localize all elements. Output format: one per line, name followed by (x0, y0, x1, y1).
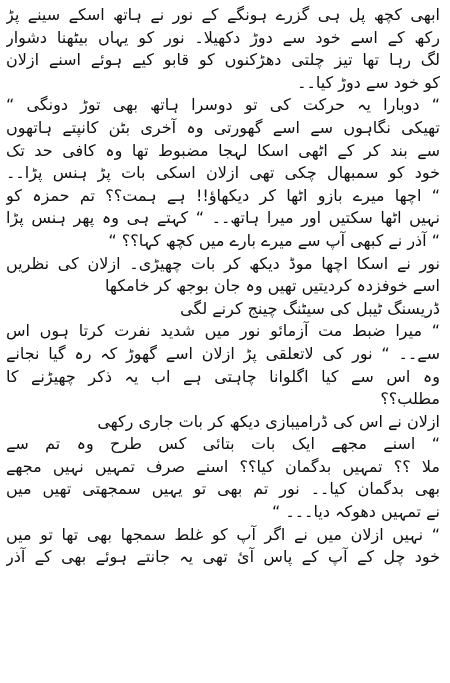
text-line: خود چل کے آپ کے پاس آئ تھی یہ جانتے ہوئے بھی کے آذر (6, 547, 440, 567)
text-line: “ نہیں ازلان میں نے اگر آپ کو غلط سمجھا بھی تھا تو میں (6, 524, 440, 544)
text-line: اسے خوفزدہ کردیتیں تھیں وہ جان بوجھ کر خامکھا (105, 276, 440, 296)
text-line: وہ اس سے کیا اگلوانا چاہتی ہے اب یہ ذکر چھیڑنے کا (6, 366, 440, 386)
text-line: مطلب؟؟ (380, 389, 440, 409)
text-line: “ اسنے مجھے ایک بات بتائی کس طرح وہ تم سے (6, 434, 440, 454)
text-line: رکھ کے اسے خود سے دوڑ دکھیلا۔ نور کو یہاں بیٹھنا دشوار (6, 27, 440, 47)
text-line: نے تمہیں دھوکہ دیا۔۔۔ “ (272, 502, 440, 522)
text-line: “ میرا ضبط مت آزمائو نور میں شدید نفرت کرتا ہوں اس (6, 321, 440, 341)
text-line: نہیں اٹھا سکتیں اور میرا ہاتھ۔۔ “ کہتے ہی وہ پھر ہنس پڑا (6, 208, 440, 228)
text-line: “ آذر نے کبھی آپ سے میرے بارے میں کچھ کہا؟؟ “ (108, 230, 440, 250)
text-line: کو خود سے دوڑ کیا۔۔ (297, 72, 440, 92)
text-line: خود کو سمبھال چکی تھی ازلان اسکی بات پڑ ہنس پڑا۔۔ (6, 163, 440, 183)
text-line: “ دوبارا یہ حرکت کی تو دوسرا ہاتھ بھی توڑ دونگی “ (6, 95, 440, 115)
text-line: لگ رہا تھا تیز چلتی دھڑکنوں کو قابو کیے ہوئے اسنے ازلان (6, 50, 440, 70)
text-line: ملا ؟؟ تمہیں بدگمان کیا؟؟ اسنے صرف تمہیں نہیں مجھے (6, 456, 440, 476)
text-line: بھی بدگمان کیا۔۔ نور تم بھی تو یہیں سمجھتی تھیں میں (6, 479, 440, 499)
text-line: سے بند کر کے اٹھی اسکا لہجا مضبوط تھا وہ کافی حد تک (6, 140, 440, 160)
text-line: “ اچھا میرے بازو اٹھا کر دیکھاؤ!! ہے ہمت؟؟ تم حمزہ کو (6, 185, 440, 205)
text-line: سے۔۔ “ نور کی لاتعلقی پڑ ازلان اسے گھوڑ کہ رہ گیا نجانے (6, 343, 440, 363)
text-line: ازلان نے اس کی ڈرامیبازی دیکھ کر بات جاری رکھی (97, 411, 440, 431)
text-line: ابھی کچھ پل ہی گزرے ہونگے کے نور نے ہاتھ اسکے سینے پڑ (6, 5, 440, 24)
text-line: ڈریسنگ ٹیبل کی سیٹنگ چینج کرنے لگی (180, 298, 440, 318)
text-line: نور نے اسکا اچھا موڈ دیکھ کر بات چھیڑی۔ ازلان کی نظریں (6, 253, 440, 273)
text-line: تھیکی نگاہوں سے اسے گھورتی وہ آخری بٹن کانپتے ہاتھوں (6, 117, 440, 137)
